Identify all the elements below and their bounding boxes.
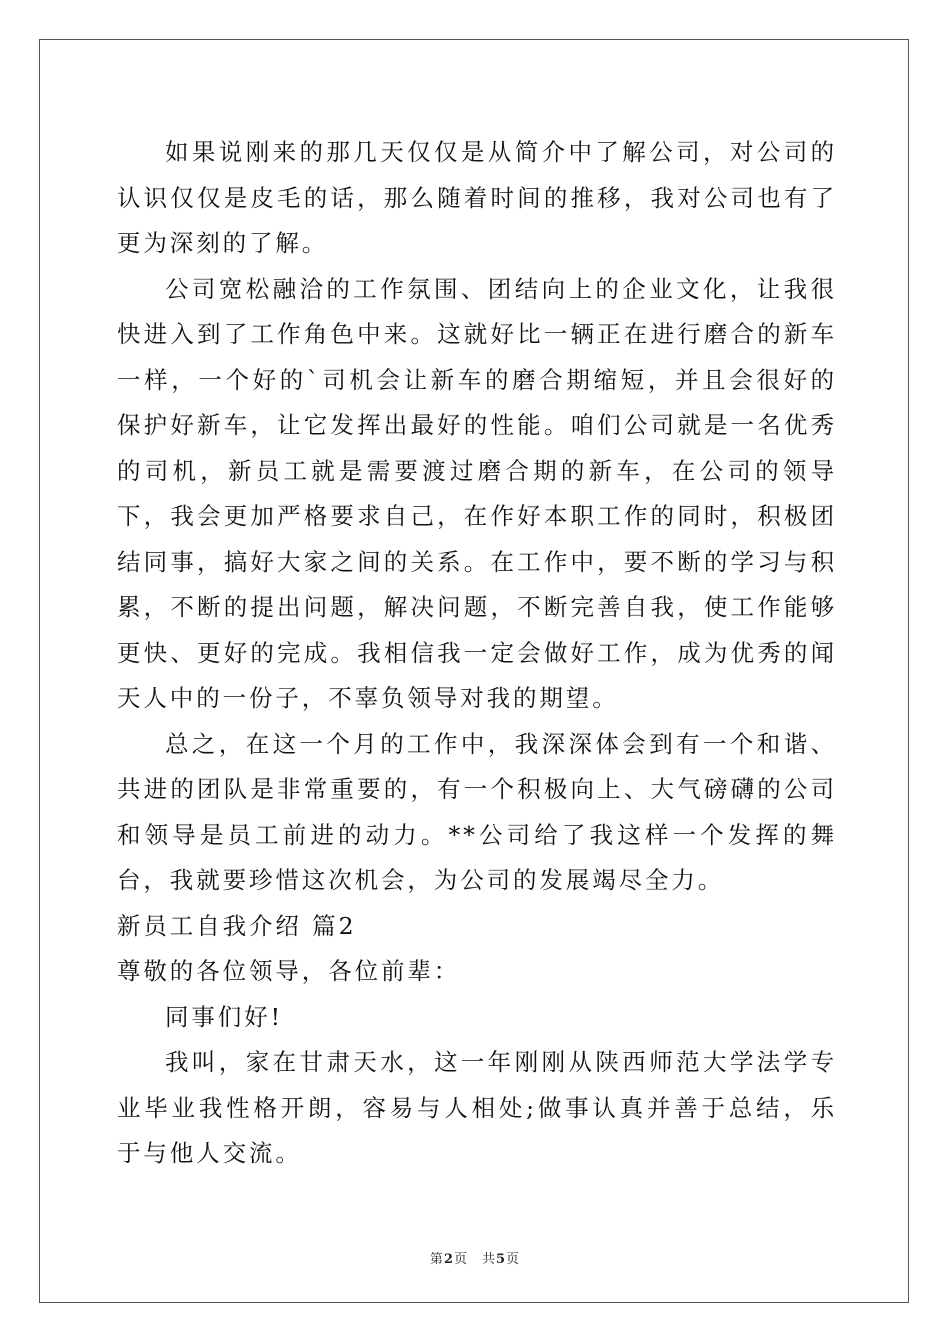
footer-page-total: 5 — [496, 1252, 507, 1267]
footer-page-current: 2 — [443, 1252, 454, 1267]
salutation: 尊敬的各位领导，各位前辈： — [117, 957, 461, 985]
footer-mid: 页 共 — [453, 1252, 496, 1267]
paragraph-1: 如果说刚来的那几天仅仅是从简介中了解公司，对公司的认识仅仅是皮毛的话，那么随着时间的推移，我对公司也有了更为深刻的了解。 — [117, 138, 837, 257]
footer-suffix: 页 — [506, 1252, 521, 1267]
paragraph-2: 公司宽松融洽的工作氛围、团结向上的企业文化，让我很快进入到了工作角色中来。这就好比一辆正在进行磨合的新车一样，一个好的`司机会让新车的磨合期缩短，并且会很好的保护好新车，让它发挥出最好的性能。咱们公司就是一名优秀的司机，新员工就是需要渡过磨合期的新车，在公司的领导下，我会更加严格要求自己，在作好本职工作的同时，积极团结同事，搞好大家之间的关系。在工作中，要不断的学习与积累，不断的提出问题，解决问题，不断完善自我，使工作能够更快、更好的完成。我相信我一定会做好工作，成为优秀的闻天人中的一份子，不辜负领导对我的期望。 — [117, 274, 837, 712]
footer-prefix: 第 — [429, 1252, 444, 1267]
paragraph-3: 总之，在这一个月的工作中，我深深体会到有一个和谐、共进的团队是非常重要的，有一个积极向上、大气磅礴的公司和领导是员工前进的动力。**公司给了我这样一个发挥的舞台，我就要珍惜这次机会，为公司的发展竭尽全力。 — [117, 729, 837, 894]
intro-paragraph: 我叫，家在甘肃天水，这一年刚刚从陕西师范大学法学专业毕业我性格开朗，容易与人相处;做事认真并善于总结，乐于与他人交流。 — [117, 1048, 837, 1167]
page-footer — [0, 1248, 950, 1267]
document-body — [117, 130, 837, 1177]
greeting: 同事们好! — [165, 1002, 283, 1031]
section-heading: 新员工自我介绍 篇2 — [117, 911, 357, 940]
